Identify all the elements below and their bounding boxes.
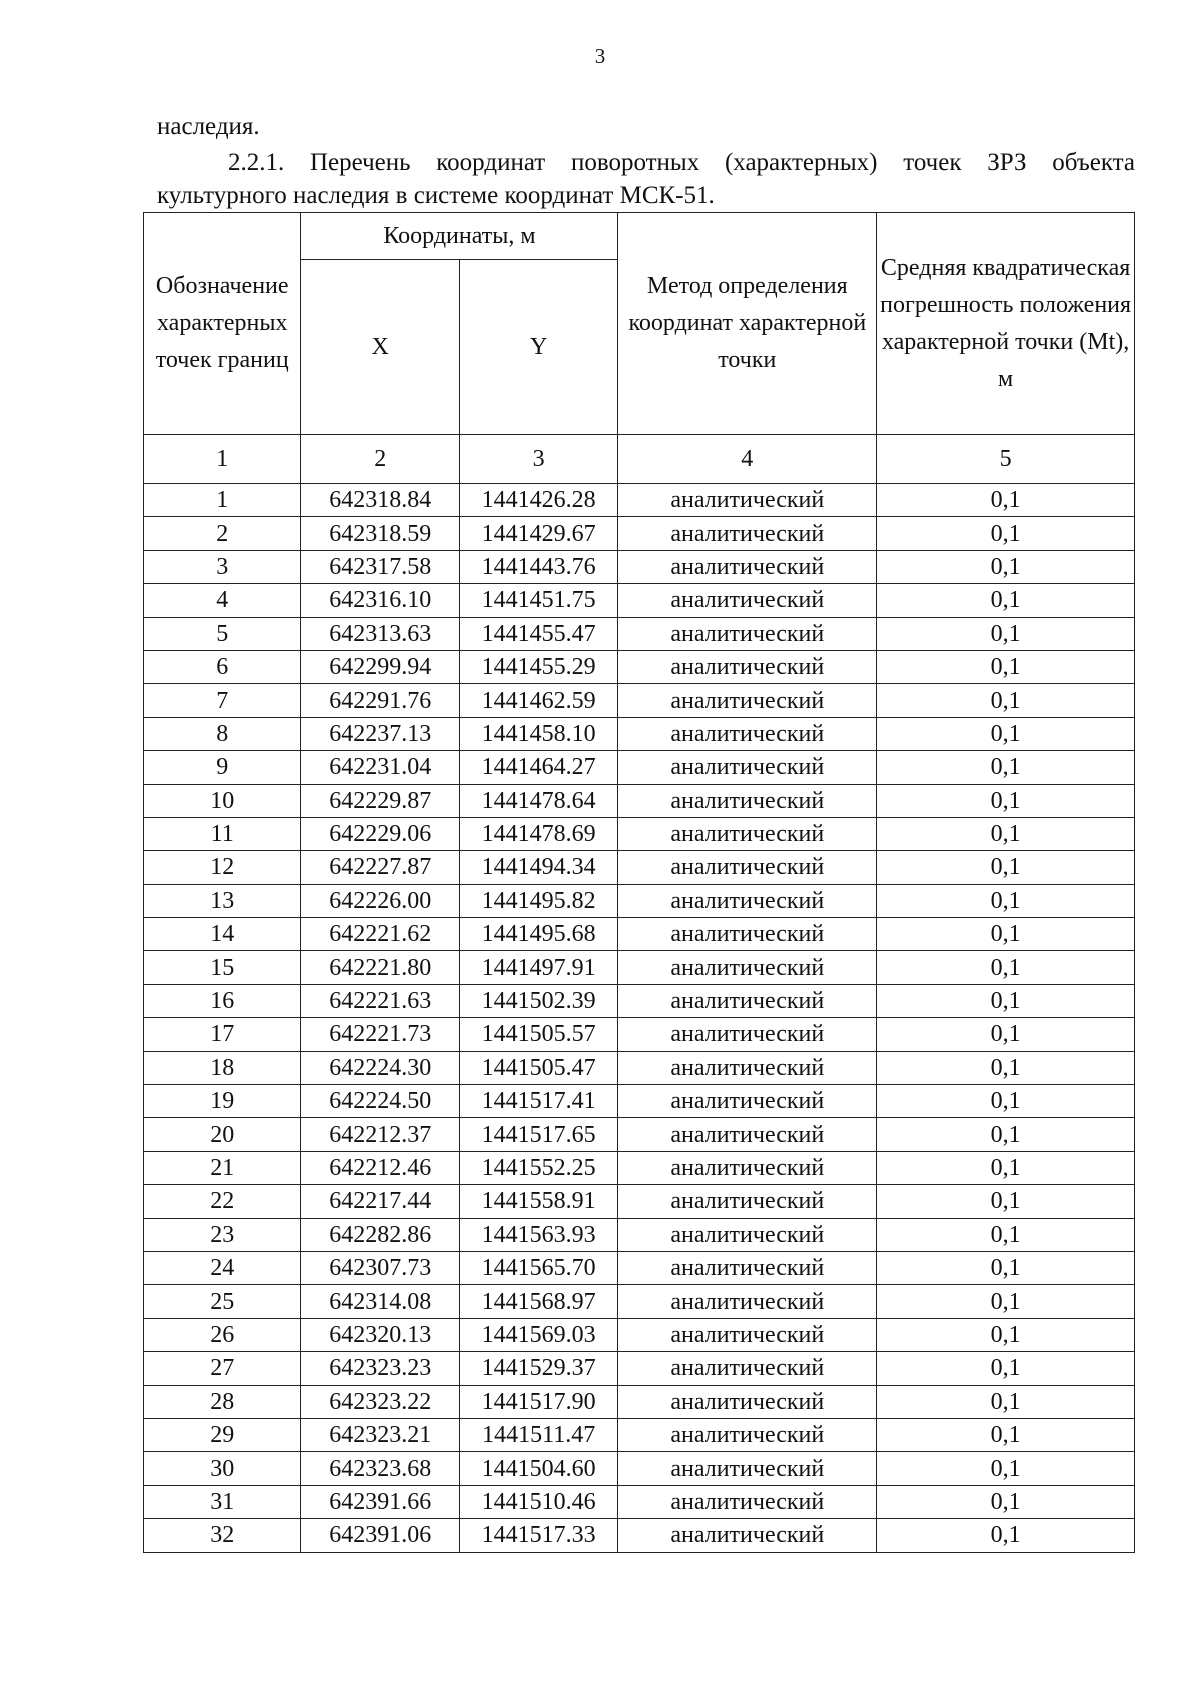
method-cell: аналитический bbox=[618, 650, 877, 683]
x-coordinate-cell: 642323.23 bbox=[301, 1352, 459, 1385]
y-coordinate-cell: 1441569.03 bbox=[459, 1318, 617, 1351]
table-row bbox=[144, 1251, 1135, 1284]
error-cell: 0,1 bbox=[877, 684, 1135, 717]
method-cell: аналитический bbox=[618, 918, 877, 951]
method-cell: аналитический bbox=[618, 1352, 877, 1385]
x-coordinate-cell: 642229.06 bbox=[301, 817, 459, 850]
point-number-cell: 20 bbox=[144, 1118, 301, 1151]
error-cell: 0,1 bbox=[877, 1251, 1135, 1284]
method-cell: аналитический bbox=[618, 550, 877, 583]
table-row bbox=[144, 1085, 1135, 1118]
method-cell: аналитический bbox=[618, 684, 877, 717]
y-coordinate-cell: 1441495.82 bbox=[459, 884, 617, 917]
x-coordinate-cell: 642317.58 bbox=[301, 550, 459, 583]
point-number-cell: 12 bbox=[144, 851, 301, 884]
x-coordinate-cell: 642237.13 bbox=[301, 717, 459, 750]
y-coordinate-cell: 1441443.76 bbox=[459, 550, 617, 583]
header-error: Средняя квадратическая погрешность положения характерной точки (Mt), м bbox=[877, 213, 1135, 435]
table-row bbox=[144, 650, 1135, 683]
column-number: 5 bbox=[877, 435, 1135, 484]
error-cell: 0,1 bbox=[877, 1519, 1135, 1552]
point-number-cell: 8 bbox=[144, 717, 301, 750]
table-row bbox=[144, 951, 1135, 984]
table-row bbox=[144, 918, 1135, 951]
method-cell: аналитический bbox=[618, 1018, 877, 1051]
x-coordinate-cell: 642221.80 bbox=[301, 951, 459, 984]
method-cell: аналитический bbox=[618, 751, 877, 784]
table-row bbox=[144, 1352, 1135, 1385]
header-designation: Обозначение характерных точек границ bbox=[144, 213, 301, 435]
y-coordinate-cell: 1441458.10 bbox=[459, 717, 617, 750]
error-cell: 0,1 bbox=[877, 484, 1135, 517]
y-coordinate-cell: 1441464.27 bbox=[459, 751, 617, 784]
x-coordinate-cell: 642217.44 bbox=[301, 1185, 459, 1218]
error-cell: 0,1 bbox=[877, 1118, 1135, 1151]
y-coordinate-cell: 1441494.34 bbox=[459, 851, 617, 884]
method-cell: аналитический bbox=[618, 951, 877, 984]
y-coordinate-cell: 1441426.28 bbox=[459, 484, 617, 517]
error-cell: 0,1 bbox=[877, 1185, 1135, 1218]
point-number-cell: 28 bbox=[144, 1385, 301, 1418]
table-row bbox=[144, 784, 1135, 817]
column-number: 3 bbox=[459, 435, 617, 484]
point-number-cell: 24 bbox=[144, 1251, 301, 1284]
table-row bbox=[144, 1418, 1135, 1451]
table-row bbox=[144, 550, 1135, 583]
table-row bbox=[144, 751, 1135, 784]
method-cell: аналитический bbox=[618, 784, 877, 817]
y-coordinate-cell: 1441510.46 bbox=[459, 1485, 617, 1518]
x-coordinate-cell: 642391.66 bbox=[301, 1485, 459, 1518]
table-row bbox=[144, 884, 1135, 917]
table-row bbox=[144, 1318, 1135, 1351]
method-cell: аналитический bbox=[618, 1485, 877, 1518]
point-number-cell: 17 bbox=[144, 1018, 301, 1051]
method-cell: аналитический bbox=[618, 1452, 877, 1485]
method-cell: аналитический bbox=[618, 1251, 877, 1284]
error-cell: 0,1 bbox=[877, 1285, 1135, 1318]
method-cell: аналитический bbox=[618, 1385, 877, 1418]
y-coordinate-cell: 1441478.64 bbox=[459, 784, 617, 817]
method-cell: аналитический bbox=[618, 584, 877, 617]
error-cell: 0,1 bbox=[877, 918, 1135, 951]
point-number-cell: 26 bbox=[144, 1318, 301, 1351]
y-coordinate-cell: 1441558.91 bbox=[459, 1185, 617, 1218]
error-cell: 0,1 bbox=[877, 717, 1135, 750]
y-coordinate-cell: 1441451.75 bbox=[459, 584, 617, 617]
table-row bbox=[144, 717, 1135, 750]
point-number-cell: 2 bbox=[144, 517, 301, 550]
table-row bbox=[144, 1151, 1135, 1184]
y-coordinate-cell: 1441529.37 bbox=[459, 1352, 617, 1385]
x-coordinate-cell: 642320.13 bbox=[301, 1318, 459, 1351]
y-coordinate-cell: 1441497.91 bbox=[459, 951, 617, 984]
header-x: X bbox=[301, 260, 459, 435]
y-coordinate-cell: 1441565.70 bbox=[459, 1251, 617, 1284]
y-coordinate-cell: 1441563.93 bbox=[459, 1218, 617, 1251]
x-coordinate-cell: 642231.04 bbox=[301, 751, 459, 784]
point-number-cell: 30 bbox=[144, 1452, 301, 1485]
error-cell: 0,1 bbox=[877, 1418, 1135, 1451]
point-number-cell: 4 bbox=[144, 584, 301, 617]
method-cell: аналитический bbox=[618, 851, 877, 884]
y-coordinate-cell: 1441511.47 bbox=[459, 1418, 617, 1451]
method-cell: аналитический bbox=[618, 1318, 877, 1351]
x-coordinate-cell: 642323.68 bbox=[301, 1452, 459, 1485]
x-coordinate-cell: 642291.76 bbox=[301, 684, 459, 717]
x-coordinate-cell: 642229.87 bbox=[301, 784, 459, 817]
table-row bbox=[144, 1385, 1135, 1418]
y-coordinate-cell: 1441495.68 bbox=[459, 918, 617, 951]
error-cell: 0,1 bbox=[877, 550, 1135, 583]
header-row-top bbox=[144, 213, 1135, 260]
error-cell: 0,1 bbox=[877, 1318, 1135, 1351]
point-number-cell: 16 bbox=[144, 984, 301, 1017]
point-number-cell: 7 bbox=[144, 684, 301, 717]
method-cell: аналитический bbox=[618, 884, 877, 917]
y-coordinate-cell: 1441478.69 bbox=[459, 817, 617, 850]
error-cell: 0,1 bbox=[877, 951, 1135, 984]
method-cell: аналитический bbox=[618, 617, 877, 650]
x-coordinate-cell: 642227.87 bbox=[301, 851, 459, 884]
error-cell: 0,1 bbox=[877, 817, 1135, 850]
error-cell: 0,1 bbox=[877, 751, 1135, 784]
method-cell: аналитический bbox=[618, 1218, 877, 1251]
y-coordinate-cell: 1441517.41 bbox=[459, 1085, 617, 1118]
table-row bbox=[144, 1285, 1135, 1318]
header-coordinates: Координаты, м bbox=[301, 213, 618, 260]
x-coordinate-cell: 642318.59 bbox=[301, 517, 459, 550]
point-number-cell: 3 bbox=[144, 550, 301, 583]
point-number-cell: 9 bbox=[144, 751, 301, 784]
method-cell: аналитический bbox=[618, 717, 877, 750]
table-row bbox=[144, 1218, 1135, 1251]
error-cell: 0,1 bbox=[877, 617, 1135, 650]
point-number-cell: 1 bbox=[144, 484, 301, 517]
section-heading-line2: культурного наследия в системе координат МСК-51. bbox=[157, 182, 715, 209]
x-coordinate-cell: 642307.73 bbox=[301, 1251, 459, 1284]
y-coordinate-cell: 1441455.47 bbox=[459, 617, 617, 650]
x-coordinate-cell: 642221.73 bbox=[301, 1018, 459, 1051]
error-cell: 0,1 bbox=[877, 984, 1135, 1017]
error-cell: 0,1 bbox=[877, 1018, 1135, 1051]
table-body bbox=[144, 484, 1135, 1553]
error-cell: 0,1 bbox=[877, 784, 1135, 817]
method-cell: аналитический bbox=[618, 984, 877, 1017]
method-cell: аналитический bbox=[618, 1085, 877, 1118]
x-coordinate-cell: 642226.00 bbox=[301, 884, 459, 917]
x-coordinate-cell: 642221.63 bbox=[301, 984, 459, 1017]
y-coordinate-cell: 1441502.39 bbox=[459, 984, 617, 1017]
table-row bbox=[144, 851, 1135, 884]
method-cell: аналитический bbox=[618, 484, 877, 517]
coordinates-table bbox=[143, 212, 1135, 1553]
table-row bbox=[144, 1018, 1135, 1051]
table-row bbox=[144, 684, 1135, 717]
intro-line: наследия. bbox=[157, 113, 260, 140]
error-cell: 0,1 bbox=[877, 650, 1135, 683]
point-number-cell: 13 bbox=[144, 884, 301, 917]
error-cell: 0,1 bbox=[877, 1051, 1135, 1084]
point-number-cell: 32 bbox=[144, 1519, 301, 1552]
x-coordinate-cell: 642282.86 bbox=[301, 1218, 459, 1251]
method-cell: аналитический bbox=[618, 1185, 877, 1218]
table-row bbox=[144, 817, 1135, 850]
x-coordinate-cell: 642224.50 bbox=[301, 1085, 459, 1118]
y-coordinate-cell: 1441505.47 bbox=[459, 1051, 617, 1084]
x-coordinate-cell: 642318.84 bbox=[301, 484, 459, 517]
point-number-cell: 25 bbox=[144, 1285, 301, 1318]
table-row bbox=[144, 1485, 1135, 1518]
y-coordinate-cell: 1441517.90 bbox=[459, 1385, 617, 1418]
y-coordinate-cell: 1441504.60 bbox=[459, 1452, 617, 1485]
y-coordinate-cell: 1441552.25 bbox=[459, 1151, 617, 1184]
column-number: 4 bbox=[618, 435, 877, 484]
header-y: Y bbox=[459, 260, 617, 435]
method-cell: аналитический bbox=[618, 1151, 877, 1184]
method-cell: аналитический bbox=[618, 1285, 877, 1318]
table-row bbox=[144, 617, 1135, 650]
error-cell: 0,1 bbox=[877, 884, 1135, 917]
point-number-cell: 18 bbox=[144, 1051, 301, 1084]
y-coordinate-cell: 1441455.29 bbox=[459, 650, 617, 683]
method-cell: аналитический bbox=[618, 817, 877, 850]
point-number-cell: 29 bbox=[144, 1418, 301, 1451]
y-coordinate-cell: 1441462.59 bbox=[459, 684, 617, 717]
point-number-cell: 22 bbox=[144, 1185, 301, 1218]
page-number: 3 bbox=[594, 44, 606, 68]
error-cell: 0,1 bbox=[877, 1218, 1135, 1251]
table-row bbox=[144, 584, 1135, 617]
x-coordinate-cell: 642221.62 bbox=[301, 918, 459, 951]
column-number: 2 bbox=[301, 435, 459, 484]
x-coordinate-cell: 642313.63 bbox=[301, 617, 459, 650]
error-cell: 0,1 bbox=[877, 1452, 1135, 1485]
point-number-cell: 11 bbox=[144, 817, 301, 850]
column-number: 1 bbox=[144, 435, 301, 484]
error-cell: 0,1 bbox=[877, 584, 1135, 617]
method-cell: аналитический bbox=[618, 1118, 877, 1151]
table-row bbox=[144, 1519, 1135, 1552]
error-cell: 0,1 bbox=[877, 851, 1135, 884]
header-method: Метод определения координат характерной точки bbox=[618, 213, 877, 435]
section-heading-line1: 2.2.1. Перечень координат поворотных (характерных) точек ЗРЗ объекта bbox=[228, 149, 1135, 176]
method-cell: аналитический bbox=[618, 517, 877, 550]
point-number-cell: 6 bbox=[144, 650, 301, 683]
y-coordinate-cell: 1441517.33 bbox=[459, 1519, 617, 1552]
table-row bbox=[144, 484, 1135, 517]
error-cell: 0,1 bbox=[877, 1151, 1135, 1184]
method-cell: аналитический bbox=[618, 1051, 877, 1084]
error-cell: 0,1 bbox=[877, 1485, 1135, 1518]
error-cell: 0,1 bbox=[877, 1352, 1135, 1385]
x-coordinate-cell: 642299.94 bbox=[301, 650, 459, 683]
point-number-cell: 15 bbox=[144, 951, 301, 984]
table-row bbox=[144, 1185, 1135, 1218]
point-number-cell: 5 bbox=[144, 617, 301, 650]
error-cell: 0,1 bbox=[877, 517, 1135, 550]
column-numbers-row bbox=[144, 435, 1135, 484]
method-cell: аналитический bbox=[618, 1418, 877, 1451]
x-coordinate-cell: 642314.08 bbox=[301, 1285, 459, 1318]
point-number-cell: 21 bbox=[144, 1151, 301, 1184]
x-coordinate-cell: 642212.37 bbox=[301, 1118, 459, 1151]
point-number-cell: 31 bbox=[144, 1485, 301, 1518]
error-cell: 0,1 bbox=[877, 1385, 1135, 1418]
point-number-cell: 27 bbox=[144, 1352, 301, 1385]
x-coordinate-cell: 642212.46 bbox=[301, 1151, 459, 1184]
x-coordinate-cell: 642316.10 bbox=[301, 584, 459, 617]
table-row bbox=[144, 1051, 1135, 1084]
table-row bbox=[144, 1118, 1135, 1151]
x-coordinate-cell: 642391.06 bbox=[301, 1519, 459, 1552]
x-coordinate-cell: 642224.30 bbox=[301, 1051, 459, 1084]
table-row bbox=[144, 1452, 1135, 1485]
table-row bbox=[144, 984, 1135, 1017]
y-coordinate-cell: 1441517.65 bbox=[459, 1118, 617, 1151]
y-coordinate-cell: 1441568.97 bbox=[459, 1285, 617, 1318]
x-coordinate-cell: 642323.21 bbox=[301, 1418, 459, 1451]
point-number-cell: 10 bbox=[144, 784, 301, 817]
point-number-cell: 23 bbox=[144, 1218, 301, 1251]
y-coordinate-cell: 1441429.67 bbox=[459, 517, 617, 550]
method-cell: аналитический bbox=[618, 1519, 877, 1552]
y-coordinate-cell: 1441505.57 bbox=[459, 1018, 617, 1051]
x-coordinate-cell: 642323.22 bbox=[301, 1385, 459, 1418]
table-row bbox=[144, 517, 1135, 550]
point-number-cell: 19 bbox=[144, 1085, 301, 1118]
point-number-cell: 14 bbox=[144, 918, 301, 951]
error-cell: 0,1 bbox=[877, 1085, 1135, 1118]
